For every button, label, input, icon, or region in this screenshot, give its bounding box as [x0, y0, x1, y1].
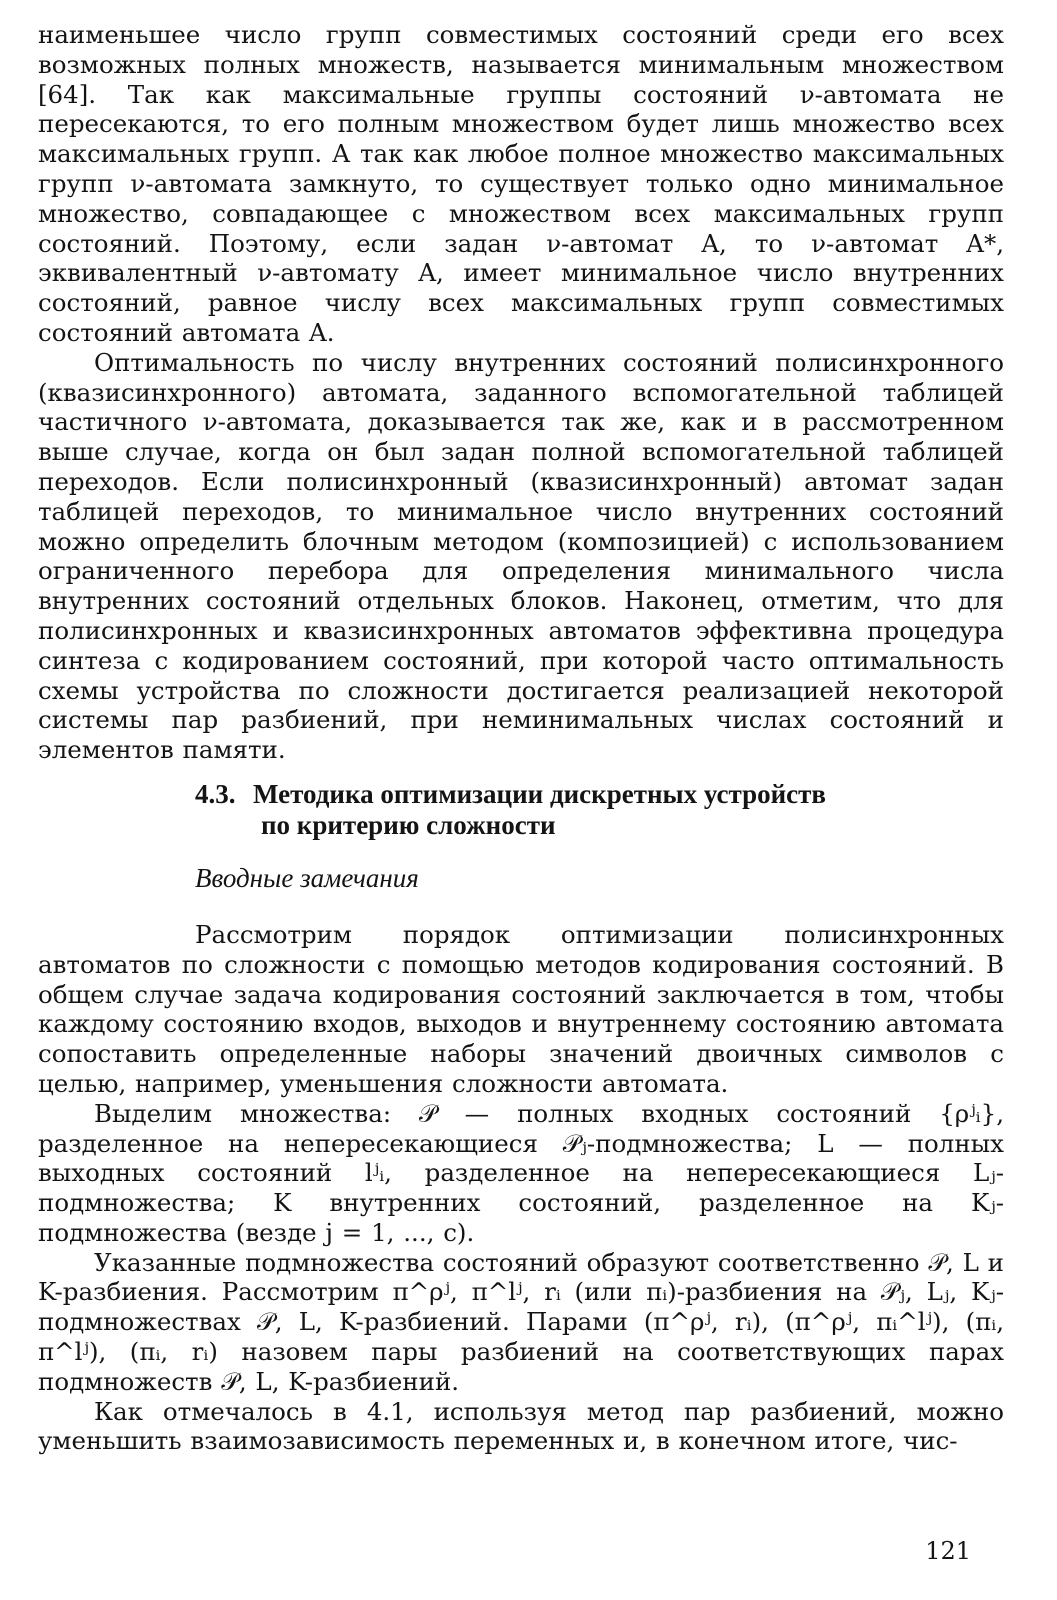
subsection-heading: Вводные замечания [195, 862, 419, 893]
page-body [38, 20, 1004, 1456]
paragraph-optimality: Оптимальность по числу внутренних состояний полисинхронного (квазисинхронного) автомата, заданного вспомогательной таблицей частичного ν-автомата, доказывается так же, как и в рассмотренном выше случае, когда он был задан полной вспомогательной таблицей переходов. Если полисинхронный (квазисинхронный) автомат задан таблицей переходов, то минимальное число внутренних состояний можно определить блочным методом (композицией) с использованием ограниченного перебора для определения минимального числа внутренних состояний отдельных блоков. Наконец, отметим, что для полисинхронных и квазисинхронных автоматов эффективна процедура синтеза с кодированием состояний, при которой часто оптимальность схемы устройства по сложности достигается реализацией некоторой системы пар разбиений, при неминимальных числах состояний и элементов памяти. [38, 347, 1004, 765]
page-number: 121 [925, 1537, 971, 1565]
paragraph-sets: Выделим множества: 𝒫 — полных входных состояний {ρʲᵢ}, разделенное на непересекающиеся 𝒫ⱼ-подмножества; L — полных выходных состояний lʲᵢ, разделенное на непересекающиеся Lⱼ-подмножества; K внутренних состояний, разделенное на Kⱼ-подмножества (везде j = 1, ..., c). [38, 1098, 1004, 1247]
paragraph-intro: Рассмотрим порядок оптимизации полисинхронных автоматов по сложности с помощью методов кодирования состояний. В общем случае задача кодирования состояний заключается в том, чтобы каждому состоянию входов, выходов и внутреннему состоянию автомата сопоставить определенные наборы значений двоичных символов с целью, например, уменьшения сложности автомата. [38, 919, 1004, 1098]
paragraph-closing: Как отмечалось в 4.1, используя метод пар разбиений, можно уменьшить взаимозависимость переменных и, в конечном итоге, чис- [38, 1396, 1004, 1456]
section-heading [195, 779, 915, 841]
section-number: 4.3. [195, 778, 236, 809]
paragraph-continuation: наименьшее число групп совместимых состояний среди его всех возможных полных множеств, называется минимальным множеством [64]. Так как максимальные группы состояний ν-автомата не пересекаются, то его полным множеством будет лишь множество всех максимальных групп. А так как любое полное множество максимальных групп ν-автомата замкнуто, то существует только одно минимальное множество, совпадающее с множеством всех максимальных групп состояний. Поэтому, если задан ν-автомат A, то ν-автомат A*, эквивалентный ν-автомату A, имеет минимальное число внутренних состояний, равное числу всех максимальных групп совместимых состояний автомата A. [38, 20, 1004, 347]
paragraph-partitions: Указанные подмножества состояний образуют соответственно 𝒫, L и K-разбиения. Рассмотрим π^ρʲ, π^lʲ, rᵢ (или πᵢ)-разбиения на 𝒫ⱼ, Lⱼ, Kⱼ-подмножествах 𝒫, L, K-разбиений. Парами (π^ρʲ, rᵢ), (π^ρʲ, πᵢ^lʲ), (πᵢ, π^lʲ), (πᵢ, rᵢ) назовем пары разбиений на соответствующих парах подмножеств 𝒫, L, K-разбиений. [38, 1247, 1004, 1396]
section-title-line2: по критерию сложности [261, 809, 556, 840]
section-title-line1: Методика оптимизации дискретных устройств [253, 778, 826, 809]
